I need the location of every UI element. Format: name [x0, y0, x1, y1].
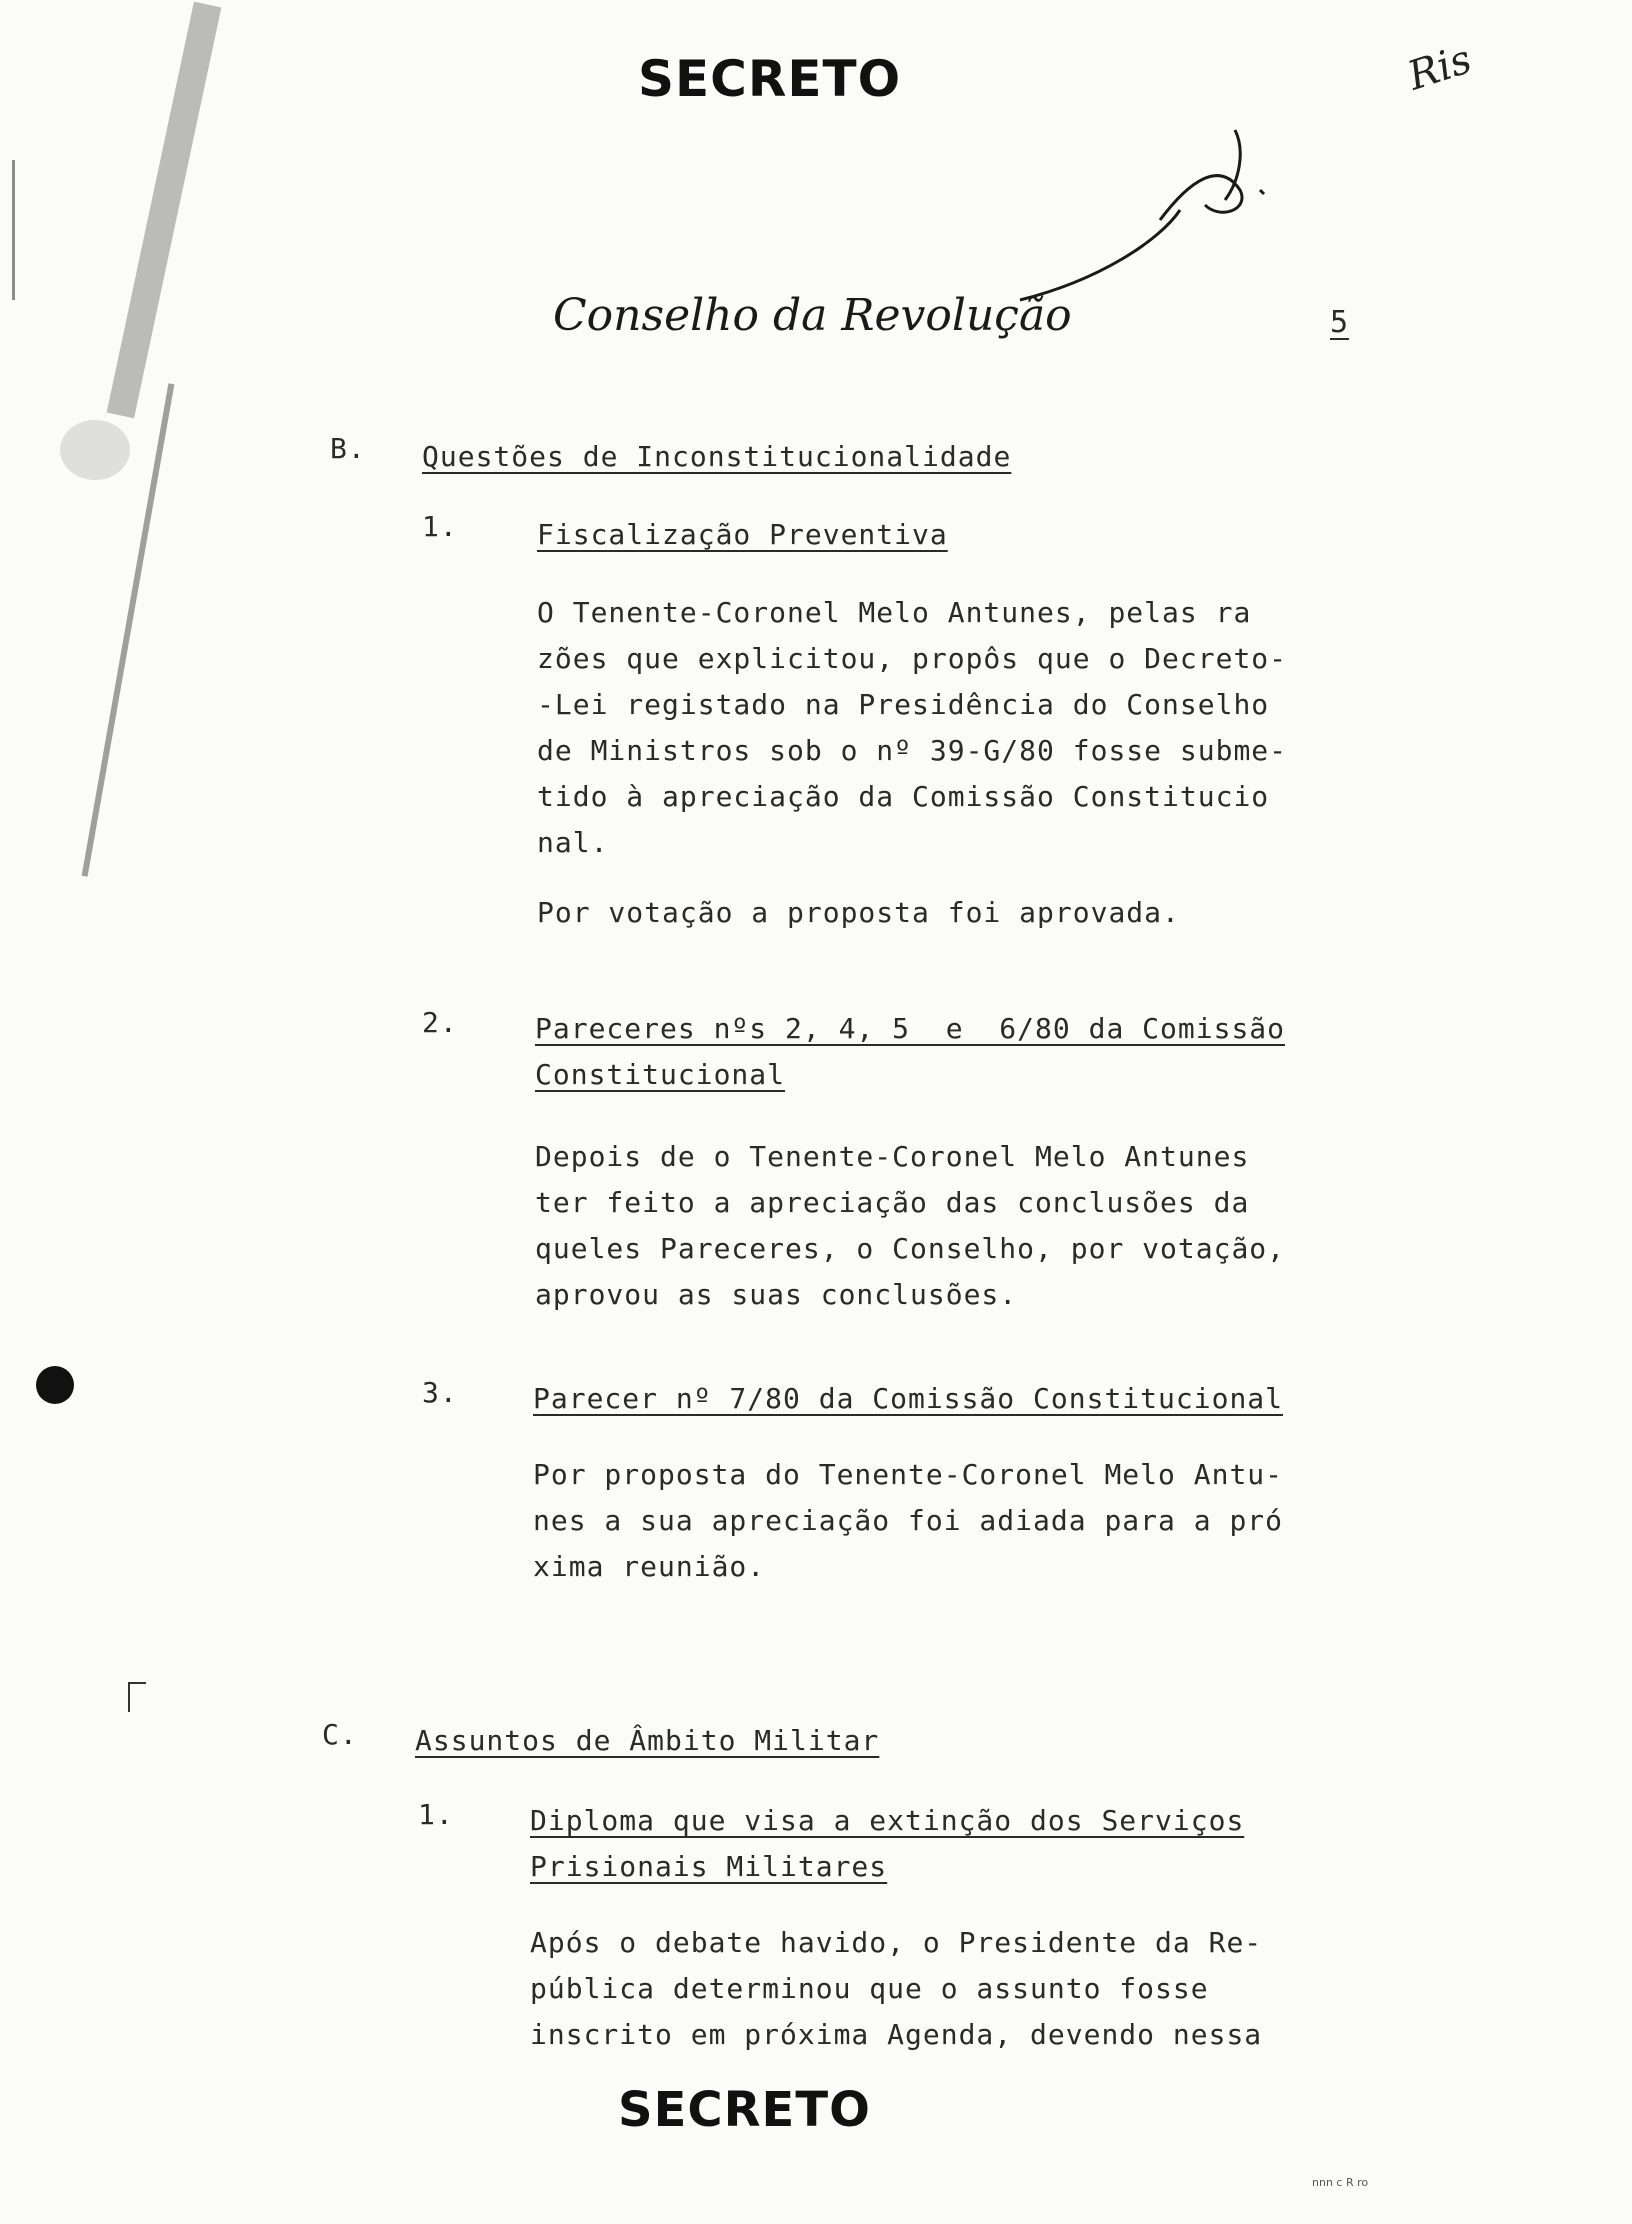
stamp-secreto-bottom: SECRETO	[618, 2082, 871, 2138]
item-heading: Fiscalização Preventiva	[537, 518, 948, 551]
text-line: nes a sua apreciação foi adiada para a pró	[533, 1504, 1284, 1537]
heading-line: Pareceres nºs 2, 4, 5 e 6/80 da Comissão	[535, 1012, 1286, 1045]
text-line: Depois de o Tenente-Coronel Melo Antunes	[535, 1140, 1250, 1173]
text-line: Após o debate havido, o Presidente da Re-	[530, 1926, 1263, 1959]
section-c-letter: C.	[322, 1718, 358, 1751]
corner-mark	[128, 1682, 146, 1712]
text-line: inscrito em próxima Agenda, devendo nessa	[530, 2018, 1263, 2051]
text-line: pública determinou que o assunto fosse	[530, 1972, 1209, 2005]
item-paragraph	[530, 1920, 1330, 2058]
item-number: 1.	[418, 1798, 454, 1831]
section-b-letter: B.	[330, 432, 366, 465]
heading-line: Diploma que visa a extinção dos Serviços	[530, 1804, 1245, 1837]
heading-line: Prisionais Militares	[530, 1850, 888, 1883]
text-line: tido à apreciação da Comissão Constitucio	[537, 780, 1270, 813]
text-line: Por proposta do Tenente-Coronel Melo Antu-	[533, 1458, 1284, 1491]
section-c-title: Assuntos de Âmbito Militar	[415, 1724, 880, 1757]
stamp-secreto-top: SECRETO	[638, 50, 902, 108]
page-number: 5	[1330, 305, 1350, 340]
printer-code: nnn c R ro	[1312, 2176, 1369, 2189]
item-number: 1.	[422, 510, 458, 543]
text-line: de Ministros sob o nº 39-G/80 fosse subme-	[537, 734, 1288, 767]
text-line: ter feito a apreciação das conclusões da	[535, 1186, 1250, 1219]
item-paragraph	[535, 1134, 1335, 1318]
item-paragraph	[533, 1452, 1333, 1590]
item-paragraph	[537, 590, 1337, 866]
text-line: zões que explicitou, propôs que o Decreto-	[537, 642, 1288, 675]
scan-noise	[0, 0, 260, 1100]
item-paragraph: Por votação a proposta foi aprovada.	[537, 896, 1180, 929]
corner-initials: Ris	[1402, 36, 1477, 100]
item-number: 3.	[422, 1376, 458, 1409]
text-line: xima reunião.	[533, 1550, 766, 1583]
text-line: -Lei registado na Presidência do Conselho	[537, 688, 1270, 721]
item-heading	[535, 1006, 1285, 1098]
punch-hole	[36, 1366, 74, 1404]
item-number: 2.	[422, 1006, 458, 1039]
letterhead: Conselho da Revolução	[553, 290, 1072, 341]
item-heading: Parecer nº 7/80 da Comissão Constitucional	[533, 1382, 1284, 1415]
text-line: queles Pareceres, o Conselho, por votação,	[535, 1232, 1286, 1265]
text-line: nal.	[537, 826, 609, 859]
section-b-title: Questões de Inconstitucionalidade	[422, 440, 1012, 473]
text-line: O Tenente-Coronel Melo Antunes, pelas ra	[537, 596, 1252, 629]
item-heading	[530, 1798, 1244, 1890]
heading-line: Constitucional	[535, 1058, 786, 1091]
text-line: aprovou as suas conclusões.	[535, 1278, 1018, 1311]
